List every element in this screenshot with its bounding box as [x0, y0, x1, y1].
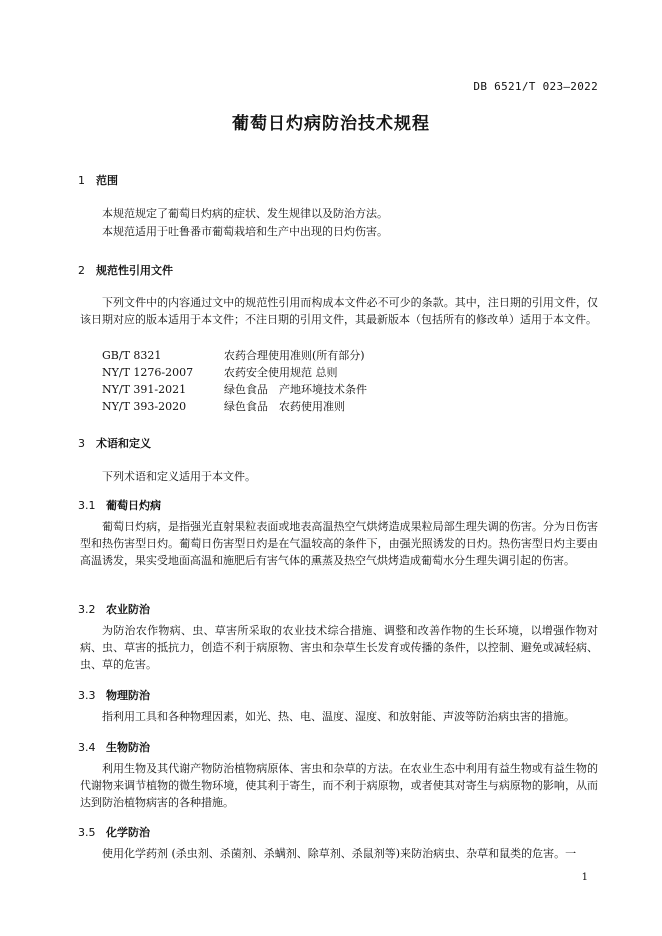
- section-2-heading: [78, 262, 173, 278]
- subsection-3-5-heading: [78, 824, 150, 840]
- paragraph: 本规范适用于吐鲁番市葡萄栽培和生产中出现的日灼伤害。: [102, 225, 388, 238]
- subsection-3-1-heading: [78, 497, 161, 513]
- standard-code: DB 6521/T 023—2022: [473, 80, 598, 93]
- reference-name: 绿色食品 产地环境技术条件: [224, 383, 367, 396]
- document-title: 葡萄日灼病防治技术规程: [232, 114, 430, 134]
- section-title: 物理防治: [106, 689, 150, 702]
- paragraph: 使用化学药剂 (杀虫剂、杀菌剂、杀螨剂、除草剂、杀鼠剂等)来防治病虫、杂草和鼠类的危害。一: [102, 847, 577, 860]
- section-title: 化学防治: [106, 826, 150, 839]
- reference-row: [102, 347, 365, 364]
- reference-name: 农药合理使用准则(所有部分): [224, 349, 365, 362]
- reference-row: [102, 364, 338, 381]
- section-number: 3.1: [78, 499, 96, 512]
- reference-code: NY/T 391-2021: [102, 383, 187, 396]
- reference-code: GB/T 8321: [102, 349, 162, 362]
- paragraph: 利用生物及其代谢产物防治植物病原体、害虫和杂草的方法。在农业生态中利用有益生物或有益生物的代谢物来调节植物的微生物环境，使其利于寄生，而不利于病原物，或者使其对寄生与病原物的影响，从而达到防治植物病害的各种措施。: [80, 762, 598, 809]
- section-title: 范围: [96, 174, 118, 187]
- section-3-heading: [78, 435, 151, 451]
- section-number: 3: [78, 437, 85, 450]
- subsection-3-3-heading: [78, 687, 150, 703]
- paragraph: 下列文件中的内容通过文中的规范性引用而构成本文件必不可少的条款。其中，注日期的引用文件，仅该日期对应的版本适用于本文件；不注日期的引用文件，其最新版本（包括所有的修改单）适用于本文件。: [80, 296, 598, 326]
- reference-code: NY/T 1276-2007: [102, 366, 194, 379]
- section-number: 3.3: [78, 689, 96, 702]
- paragraph: 为防治农作物病、虫、草害所采取的农业技术综合措施、调整和改善作物的生长环境，以增强作物对病、虫、草害的抵抗力，创造不利于病原物、害虫和杂草生长发育或传播的条件，以控制、避免或减轻病、虫、草的危害。: [80, 624, 598, 671]
- page-number: 1: [581, 872, 588, 883]
- section-1-heading: [78, 172, 118, 188]
- section-title: 农业防治: [106, 603, 150, 616]
- section-number: 3.5: [78, 826, 96, 839]
- reference-row: [102, 381, 367, 398]
- section-title: 术语和定义: [96, 437, 151, 450]
- section-number: 1: [78, 174, 85, 187]
- subsection-3-2-heading: [78, 601, 150, 617]
- subsection-3-4-heading: [78, 739, 150, 755]
- reference-name: 绿色食品 农药使用准则: [224, 400, 345, 413]
- section-title: 生物防治: [106, 741, 150, 754]
- paragraph: 本规范规定了葡萄日灼病的症状、发生规律以及防治方法。: [102, 207, 388, 220]
- reference-code: NY/T 393-2020: [102, 400, 187, 413]
- paragraph: 下列术语和定义适用于本文件。: [102, 470, 256, 483]
- section-number: 3.4: [78, 741, 96, 754]
- section-number: 3.2: [78, 603, 96, 616]
- paragraph: 葡萄日灼病，是指强光直射果粒表面或地表高温热空气烘烤造成果粒局部生理失调的伤害。分为日伤害型和热伤害型日灼。葡萄日伤害型日灼是在气温较高的条件下，由强光照诱发的日灼。热伤害型日灼主要由高温诱发，果实受地面高温和施肥后有害气体的熏蒸及热空气烘烤造成葡萄水分生理失调引起的伤害。: [80, 520, 598, 567]
- section-number: 2: [78, 264, 85, 277]
- reference-name: 农药安全使用规范 总则: [224, 366, 338, 379]
- section-title: 葡萄日灼病: [106, 499, 161, 512]
- paragraph: 指利用工具和各种物理因素，如光、热、电、温度、湿度、和放射能、声波等防治病虫害的措施。: [102, 710, 575, 723]
- reference-row: [102, 398, 345, 415]
- section-title: 规范性引用文件: [96, 264, 173, 277]
